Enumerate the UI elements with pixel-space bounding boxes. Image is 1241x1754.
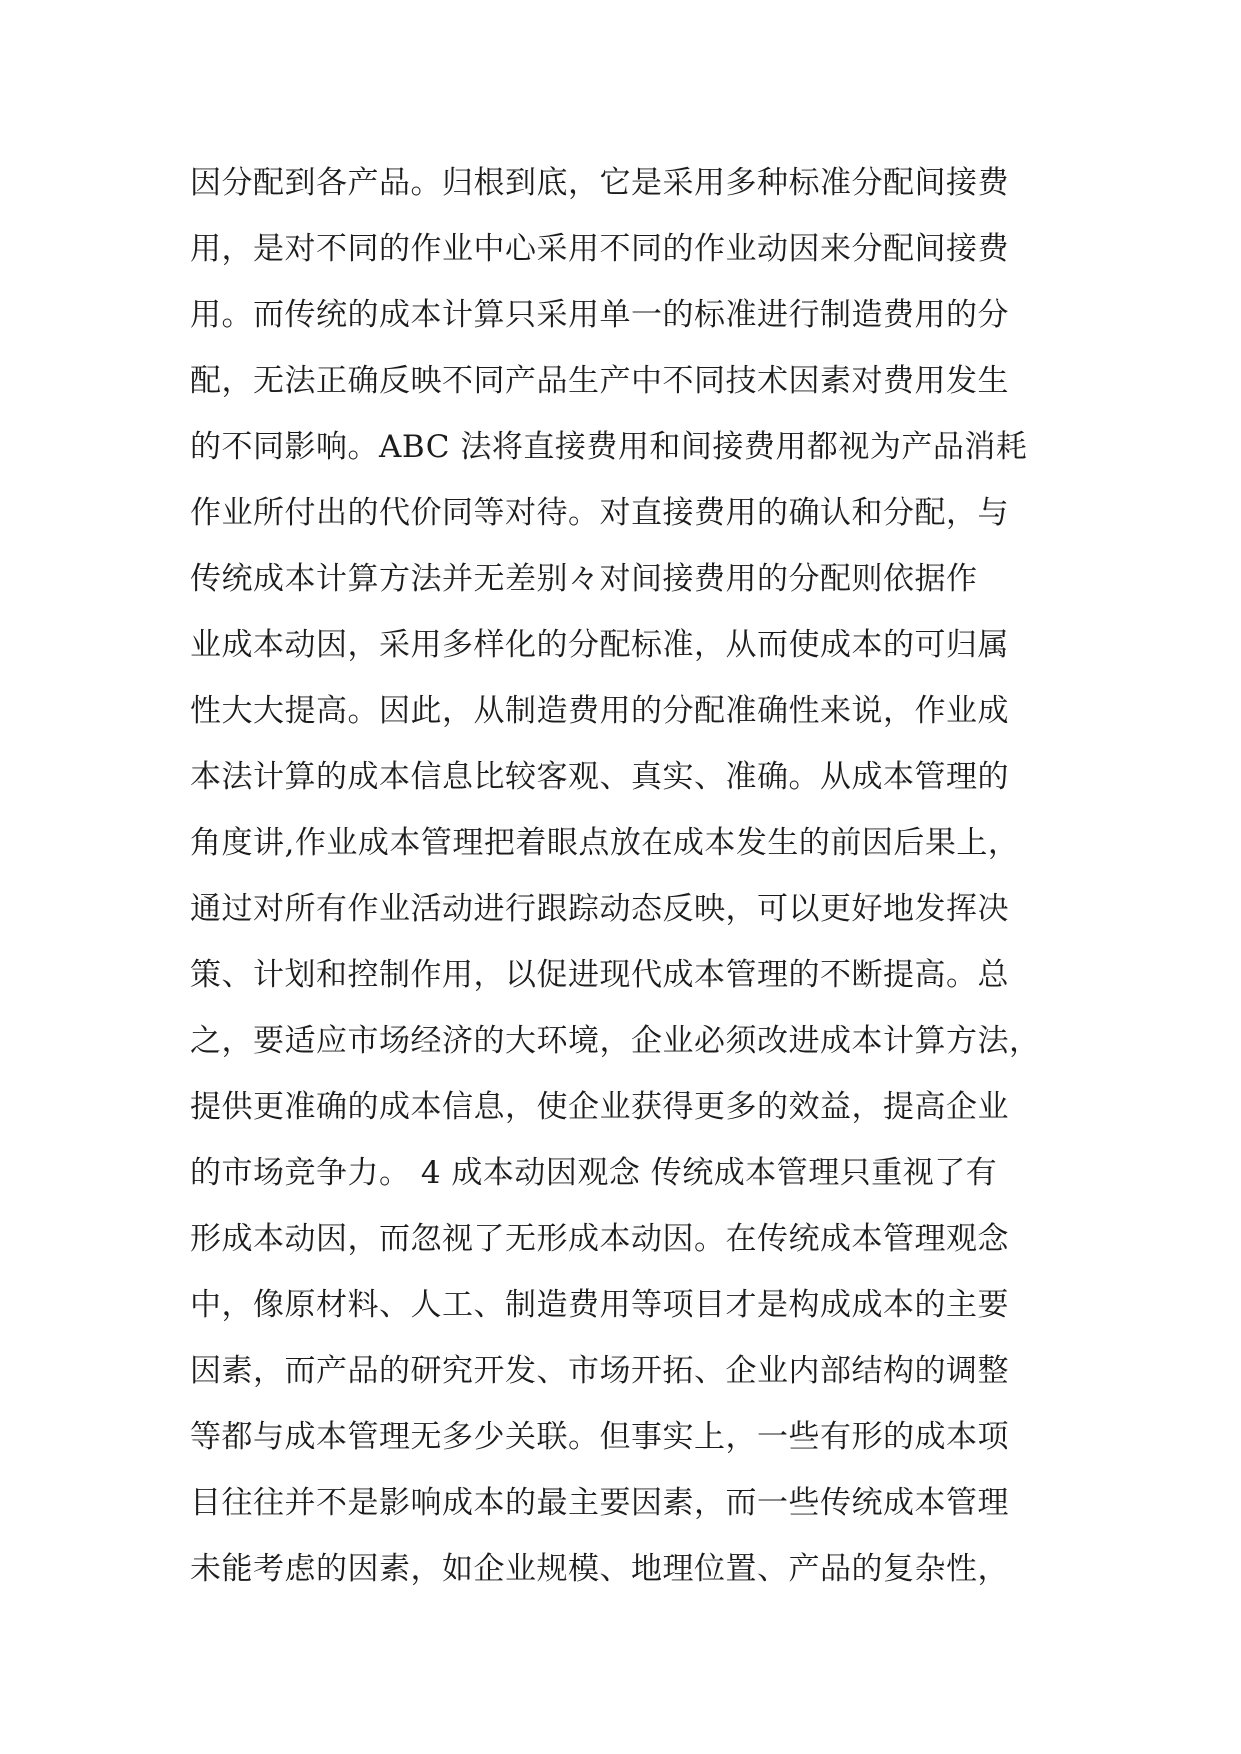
text-line: 通过对所有作业活动进行跟踪动态反映，可以更好地发挥决: [190, 891, 1009, 927]
text-line: 因素，而产品的研究开发、市场开拓、企业内部结构的调整: [190, 1353, 1009, 1389]
text-line: 用。而传统的成本计算只采用单一的标准进行制造费用的分: [190, 297, 1009, 333]
text-line: 配，无法正确反映不同产品生产中不同技术因素对费用发生: [190, 363, 1009, 399]
text-line: 形成本动因，而忽视了无形成本动因。在传统成本管理观念: [190, 1221, 1009, 1257]
text-line: 性大大提高。因此，从制造费用的分配准确性来说，作业成: [190, 693, 1009, 729]
text-line: 传统成本计算方法并无差别々对间接费用的分配则依据作: [190, 561, 978, 597]
text-line: 用，是对不同的作业中心采用不同的作业动因来分配间接费: [190, 231, 1009, 267]
text-line: 目往往并不是影响成本的最主要因素，而一些传统成本管理: [190, 1485, 1009, 1521]
text-line: 作业所付出的代价同等对待。对直接费用的确认和分配，与: [190, 495, 1009, 531]
text-line: 等都与成本管理无多少关联。但事实上，一些有形的成本项: [190, 1419, 1009, 1455]
text-line: 之，要适应市场经济的大环境，企业必须改进成本计算方法，: [190, 1023, 1041, 1059]
text-line: 策、计划和控制作用，以促进现代成本管理的不断提高。总: [190, 957, 1009, 993]
text-line: 业成本动因，采用多样化的分配标准，从而使成本的可归属: [190, 627, 1009, 663]
text-line: 因分配到各产品。归根到底，它是采用多种标准分配间接费: [190, 165, 1009, 201]
text-line: 本法计算的成本信息比较客观、真实、准确。从成本管理的: [190, 759, 1009, 795]
text-line: 角度讲,作业成本管理把着眼点放在成本发生的前因后果上，: [190, 825, 1020, 861]
text-line: 未能考虑的因素，如企业规模、地理位置、产品的复杂性，: [190, 1551, 1009, 1587]
text-line: 的不同影响。ABC 法将直接费用和间接费用都视为产品消耗: [190, 429, 1028, 465]
text-line: 提供更准确的成本信息，使企业获得更多的效益，提高企业: [190, 1089, 1009, 1125]
text-line: 的市场竞争力。 4 成本动因观念 传统成本管理只重视了有: [190, 1155, 998, 1191]
body-text: [190, 150, 1070, 1602]
text-line: 中，像原材料、人工、制造费用等项目才是构成成本的主要: [190, 1287, 1009, 1323]
